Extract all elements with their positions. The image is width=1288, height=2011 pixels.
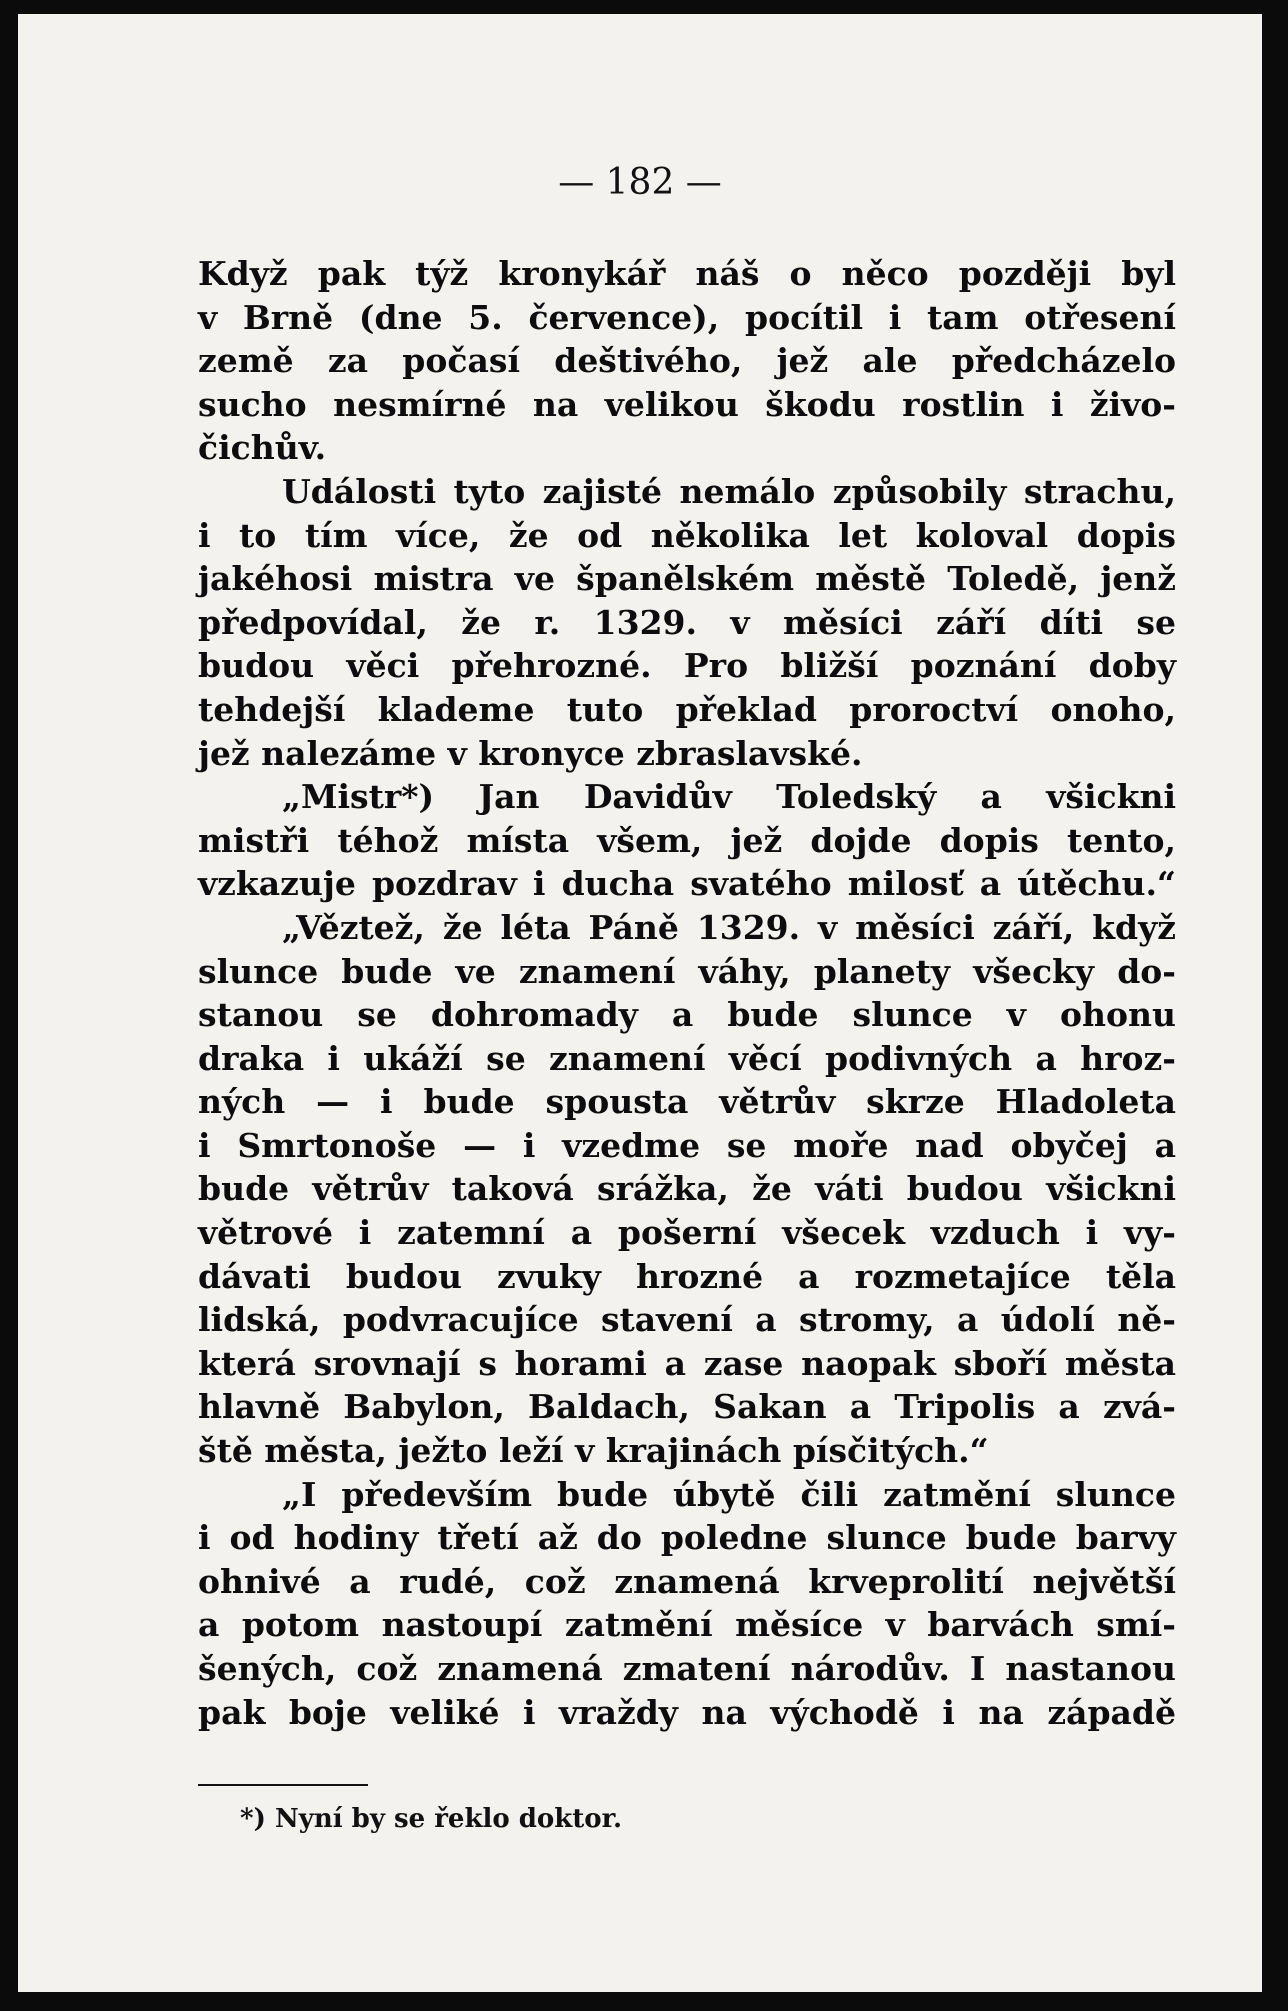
text-line: i od hodiny třetí až do poledne slunce bude barvy: [198, 1518, 1176, 1558]
text-line: bude větrův taková srážka, že váti budou všickni: [198, 1169, 1176, 1209]
text-line: předpovídal, že r. 1329. v měsíci září díti se: [198, 602, 1176, 642]
text-line: pak boje veliké i vraždy na východě i na západě: [198, 1692, 1176, 1732]
text-line: ohnivé a rudé, což znamená krveprolití největší: [198, 1561, 1176, 1601]
text-line: větrové i zatemní a pošerní všecek vzduch i vy-: [198, 1213, 1176, 1253]
text-line: země za počasí deštivého, jež ale předcházelo: [198, 341, 1176, 381]
text-line: „Mistr*) Jan Davidův Toledský a všickni: [282, 777, 1176, 817]
text-line: ných — i bude spousta větrův skrze Hladoleta: [198, 1082, 1176, 1122]
text-line: ště města, ježto leží v krajinách písčitých.“: [198, 1431, 989, 1471]
text-line: která srovnají s horami a zase naopak sboří města: [198, 1343, 1176, 1383]
page-number: — 182 —: [558, 162, 722, 203]
book-page: [18, 14, 1262, 1992]
text-line: „Věztež, že léta Páně 1329. v měsíci září, když: [282, 907, 1176, 947]
text-line: stanou se dohromady a bude slunce v ohonu: [198, 995, 1176, 1035]
text-line: sucho nesmírné na velikou škodu rostlin i živo-: [198, 384, 1176, 424]
text-line: šených, což znamená zmatení národův. I nastanou: [198, 1649, 1176, 1688]
text-line: Když pak týž kronykář náš o něco později byl: [198, 254, 1176, 293]
text-line: hlavně Babylon, Baldach, Sakan a Tripolis a zvá-: [198, 1387, 1176, 1427]
text-line: slunce bude ve znamení váhy, planety všecky do-: [198, 951, 1176, 991]
text-line: budou věci přehrozné. Pro bližší poznání doby: [198, 646, 1176, 686]
body-text: [198, 252, 1176, 1734]
text-line: mistři téhož místa všem, jež dojde dopis tento,: [198, 820, 1176, 860]
text-line: i to tím více, že od několika let koloval dopis: [198, 515, 1176, 555]
text-line: dávati budou zvuky hrozné a rozmetajíce těla: [198, 1256, 1176, 1296]
text-line: jakéhosi mistra ve španělském městě Toledě, jenž: [198, 559, 1176, 599]
text-line: v Brně (dne 5. července), pocítil i tam otřesení: [198, 297, 1176, 337]
text-line: tehdejší klademe tuto překlad proroctví onoho,: [198, 689, 1176, 729]
text-line: Události tyto zajisté nemálo způsobily strachu,: [282, 471, 1176, 511]
text-line: i Smrtonoše — i vzedme se moře nad obyčej a: [198, 1125, 1176, 1165]
text-line: vzkazuje pozdrav i ducha svatého milosť a útěchu.“: [198, 864, 1176, 904]
text-line: jež nalezáme v kronyce zbraslavské.: [198, 733, 863, 773]
text-line: a potom nastoupí zatmění měsíce v barvách smí-: [198, 1605, 1176, 1645]
footnote: *) Nyní by se řeklo doktor.: [240, 1804, 623, 1834]
footnote-rule: [198, 1784, 368, 1786]
text-line: draka i ukáží se znamení věcí podivných a hroz-: [198, 1038, 1176, 1078]
text-line: čichův.: [198, 428, 327, 468]
text-line: „I především bude úbytě čili zatmění slunce: [282, 1474, 1176, 1514]
text-line: lidská, podvracujíce stavení a stromy, a údolí ně-: [198, 1300, 1176, 1340]
